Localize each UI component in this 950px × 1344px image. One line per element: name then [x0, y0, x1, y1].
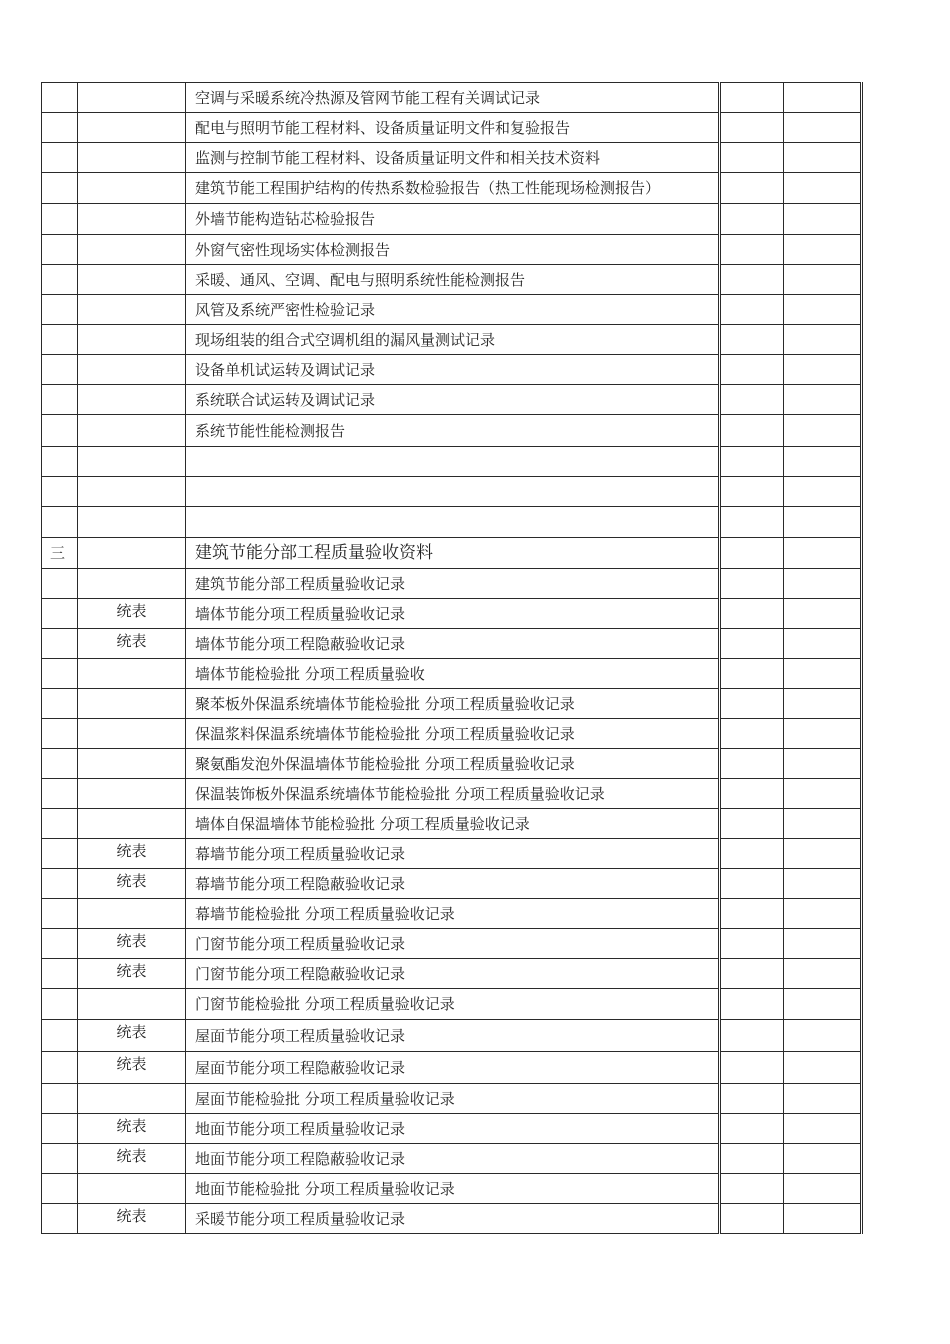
remark-cell	[784, 235, 862, 265]
page-count-cell	[720, 749, 784, 779]
form-code-cell: 统表	[78, 929, 186, 959]
remark-cell	[784, 659, 862, 689]
form-code-cell: 统表	[78, 959, 186, 989]
form-code-cell: 统表	[78, 1144, 186, 1174]
page-count-cell	[720, 629, 784, 659]
row-number-cell	[42, 355, 78, 385]
page-count-cell	[720, 869, 784, 899]
table-row	[42, 569, 862, 599]
row-number-cell	[42, 295, 78, 325]
item-name-cell: 门窗节能检验批 分项工程质量验收记录	[186, 989, 720, 1020]
item-name-cell: 门窗节能分项工程质量验收记录	[186, 929, 720, 959]
row-number-cell	[42, 839, 78, 869]
remark-cell	[784, 204, 862, 235]
row-number-cell	[42, 385, 78, 415]
page-count-cell	[720, 689, 784, 719]
table-row	[42, 959, 862, 989]
row-number-cell	[42, 599, 78, 629]
remark-cell	[784, 929, 862, 959]
table-body	[42, 83, 862, 1234]
table-row	[42, 839, 862, 869]
page-count-cell	[720, 1052, 784, 1084]
page-count-cell	[720, 325, 784, 355]
table-row	[42, 1114, 862, 1144]
item-name-cell: 墙体节能检验批 分项工程质量验收	[186, 659, 720, 689]
item-name-cell: 幕墙节能分项工程质量验收记录	[186, 839, 720, 869]
page-count-cell	[720, 204, 784, 235]
item-name-cell: 监测与控制节能工程材料、设备质量证明文件和相关技术资料	[186, 143, 720, 173]
remark-cell	[784, 538, 862, 569]
item-name-cell: 外墙节能构造钻芯检验报告	[186, 204, 720, 235]
table-row	[42, 204, 862, 235]
form-code-cell	[78, 447, 186, 477]
item-name-cell: 设备单机试运转及调试记录	[186, 355, 720, 385]
table-row	[42, 507, 862, 538]
form-code-cell	[78, 538, 186, 569]
remark-cell	[784, 325, 862, 355]
form-code-cell: 统表	[78, 1052, 186, 1084]
table-row	[42, 235, 862, 265]
table-row	[42, 779, 862, 809]
page-count-cell	[720, 538, 784, 569]
row-number-cell	[42, 959, 78, 989]
page-count-cell	[720, 355, 784, 385]
form-code-cell	[78, 415, 186, 447]
form-code-cell	[78, 659, 186, 689]
remark-cell	[784, 265, 862, 295]
item-name-cell	[186, 477, 720, 507]
remark-cell	[784, 113, 862, 143]
form-code-cell	[78, 809, 186, 839]
page-count-cell	[720, 415, 784, 447]
table-row	[42, 477, 862, 507]
table-row	[42, 989, 862, 1020]
table-row	[42, 325, 862, 355]
table-row	[42, 1144, 862, 1174]
row-number-cell	[42, 173, 78, 204]
item-name-cell: 风管及系统严密性检验记录	[186, 295, 720, 325]
item-name-cell: 地面节能分项工程隐蔽验收记录	[186, 1144, 720, 1174]
form-code-cell	[78, 173, 186, 204]
page-count-cell	[720, 173, 784, 204]
item-name-cell: 聚苯板外保温系统墙体节能检验批 分项工程质量验收记录	[186, 689, 720, 719]
form-code-cell	[78, 385, 186, 415]
form-code-cell	[78, 204, 186, 235]
row-number-cell	[42, 1084, 78, 1114]
item-name-cell: 空调与采暖系统冷热源及管网节能工程有关调试记录	[186, 83, 720, 113]
item-name-cell: 现场组装的组合式空调机组的漏风量测试记录	[186, 325, 720, 355]
form-code-cell	[78, 989, 186, 1020]
remark-cell	[784, 1052, 862, 1084]
row-number-cell	[42, 719, 78, 749]
form-code-cell	[78, 295, 186, 325]
row-number-cell	[42, 143, 78, 173]
item-name-cell: 采暖、通风、空调、配电与照明系统性能检测报告	[186, 265, 720, 295]
remark-cell	[784, 83, 862, 113]
remark-cell	[784, 1114, 862, 1144]
page-count-cell	[720, 83, 784, 113]
row-number-cell	[42, 1052, 78, 1084]
form-code-cell	[78, 143, 186, 173]
item-name-cell	[186, 507, 720, 538]
table-row	[42, 355, 862, 385]
form-code-cell	[78, 569, 186, 599]
table-row	[42, 83, 862, 113]
row-number-cell	[42, 869, 78, 899]
row-number-cell	[42, 749, 78, 779]
row-number-cell	[42, 447, 78, 477]
table-row	[42, 1020, 862, 1052]
remark-cell	[784, 959, 862, 989]
page-count-cell	[720, 235, 784, 265]
item-name-cell: 建筑节能分部工程质量验收记录	[186, 569, 720, 599]
page-count-cell	[720, 477, 784, 507]
page-count-cell	[720, 569, 784, 599]
item-name-cell: 墙体节能分项工程隐蔽验收记录	[186, 629, 720, 659]
table-row	[42, 599, 862, 629]
page-count-cell	[720, 265, 784, 295]
row-number-cell	[42, 507, 78, 538]
form-code-cell: 统表	[78, 1204, 186, 1234]
form-code-cell: 统表	[78, 599, 186, 629]
table-row	[42, 629, 862, 659]
page-count-cell	[720, 113, 784, 143]
table-row	[42, 113, 862, 143]
table-row	[42, 899, 862, 929]
form-code-cell	[78, 477, 186, 507]
page-count-cell	[720, 143, 784, 173]
form-code-cell: 统表	[78, 869, 186, 899]
item-name-cell	[186, 447, 720, 477]
remark-cell	[784, 415, 862, 447]
item-name-cell: 幕墙节能分项工程隐蔽验收记录	[186, 869, 720, 899]
item-name-cell: 幕墙节能检验批 分项工程质量验收记录	[186, 899, 720, 929]
row-number-cell	[42, 1204, 78, 1234]
row-number-cell	[42, 1174, 78, 1204]
page-count-cell	[720, 719, 784, 749]
page-count-cell	[720, 959, 784, 989]
row-number-cell	[42, 477, 78, 507]
item-name-cell: 聚氨酯发泡外保温墙体节能检验批 分项工程质量验收记录	[186, 749, 720, 779]
page-count-cell	[720, 385, 784, 415]
row-number-cell	[42, 989, 78, 1020]
row-number-cell	[42, 204, 78, 235]
row-number-cell	[42, 929, 78, 959]
row-number-cell	[42, 629, 78, 659]
table-row	[42, 659, 862, 689]
row-number-cell	[42, 659, 78, 689]
page-count-cell	[720, 1084, 784, 1114]
page-count-cell	[720, 1144, 784, 1174]
remark-cell	[784, 719, 862, 749]
remark-cell	[784, 1174, 862, 1204]
remark-cell	[784, 899, 862, 929]
form-code-cell	[78, 899, 186, 929]
table-row	[42, 295, 862, 325]
table-row	[42, 1174, 862, 1204]
row-number-cell	[42, 235, 78, 265]
table-row	[42, 385, 862, 415]
item-name-cell: 建筑节能分部工程质量验收资料	[186, 538, 720, 569]
row-number-cell	[42, 1020, 78, 1052]
table-row	[42, 1084, 862, 1114]
row-number-cell	[42, 569, 78, 599]
remark-cell	[784, 749, 862, 779]
table-row	[42, 689, 862, 719]
row-number-cell	[42, 415, 78, 447]
form-code-cell	[78, 779, 186, 809]
item-name-cell: 屋面节能检验批 分项工程质量验收记录	[186, 1084, 720, 1114]
document-table	[41, 82, 863, 1234]
remark-cell	[784, 1204, 862, 1234]
page-count-cell	[720, 1204, 784, 1234]
remark-cell	[784, 1020, 862, 1052]
page-count-cell	[720, 809, 784, 839]
item-name-cell: 门窗节能分项工程隐蔽验收记录	[186, 959, 720, 989]
item-name-cell: 地面节能分项工程质量验收记录	[186, 1114, 720, 1144]
row-number-cell: 三	[42, 538, 78, 569]
remark-cell	[784, 173, 862, 204]
table-row	[42, 929, 862, 959]
table-row	[42, 265, 862, 295]
page-count-cell	[720, 1114, 784, 1144]
item-name-cell: 墙体节能分项工程质量验收记录	[186, 599, 720, 629]
page-count-cell	[720, 1174, 784, 1204]
row-number-cell	[42, 899, 78, 929]
table-row	[42, 415, 862, 447]
page-count-cell	[720, 507, 784, 538]
item-name-cell: 系统节能性能检测报告	[186, 415, 720, 447]
remark-cell	[784, 143, 862, 173]
row-number-cell	[42, 689, 78, 719]
table-row	[42, 173, 862, 204]
item-name-cell: 外窗气密性现场实体检测报告	[186, 235, 720, 265]
remark-cell	[784, 1084, 862, 1114]
remark-cell	[784, 989, 862, 1020]
table-row	[42, 719, 862, 749]
remark-cell	[784, 385, 862, 415]
remark-cell	[784, 477, 862, 507]
table-row	[42, 1052, 862, 1084]
row-number-cell	[42, 779, 78, 809]
table-row	[42, 869, 862, 899]
page-count-cell	[720, 839, 784, 869]
table-row	[42, 809, 862, 839]
table-row	[42, 1204, 862, 1234]
remark-cell	[784, 839, 862, 869]
form-code-cell	[78, 689, 186, 719]
form-code-cell: 统表	[78, 839, 186, 869]
remark-cell	[784, 295, 862, 325]
item-name-cell: 屋面节能分项工程质量验收记录	[186, 1020, 720, 1052]
item-name-cell: 配电与照明节能工程材料、设备质量证明文件和复验报告	[186, 113, 720, 143]
item-name-cell: 保温浆料保温系统墙体节能检验批 分项工程质量验收记录	[186, 719, 720, 749]
remark-cell	[784, 629, 862, 659]
form-code-cell	[78, 265, 186, 295]
item-name-cell: 系统联合试运转及调试记录	[186, 385, 720, 415]
row-number-cell	[42, 1114, 78, 1144]
page-count-cell	[720, 447, 784, 477]
form-code-cell	[78, 235, 186, 265]
item-name-cell: 墙体自保温墙体节能检验批 分项工程质量验收记录	[186, 809, 720, 839]
form-code-cell: 统表	[78, 1114, 186, 1144]
section-header-row	[42, 538, 862, 569]
form-code-cell	[78, 113, 186, 143]
page-count-cell	[720, 779, 784, 809]
page-count-cell	[720, 1020, 784, 1052]
remark-cell	[784, 779, 862, 809]
remark-cell	[784, 869, 862, 899]
page-count-cell	[720, 295, 784, 325]
item-name-cell: 建筑节能工程围护结构的传热系数检验报告（热工性能现场检测报告）	[186, 173, 720, 204]
page-count-cell	[720, 659, 784, 689]
remark-cell	[784, 599, 862, 629]
form-code-cell: 统表	[78, 1020, 186, 1052]
remark-cell	[784, 507, 862, 538]
form-code-cell	[78, 1174, 186, 1204]
form-code-cell	[78, 83, 186, 113]
page-count-cell	[720, 599, 784, 629]
remark-cell	[784, 447, 862, 477]
form-code-cell	[78, 507, 186, 538]
row-number-cell	[42, 809, 78, 839]
form-code-cell: 统表	[78, 629, 186, 659]
page-count-cell	[720, 989, 784, 1020]
table-row	[42, 749, 862, 779]
row-number-cell	[42, 265, 78, 295]
page-count-cell	[720, 929, 784, 959]
item-name-cell: 采暖节能分项工程质量验收记录	[186, 1204, 720, 1234]
row-number-cell	[42, 113, 78, 143]
row-number-cell	[42, 325, 78, 355]
form-code-cell	[78, 1084, 186, 1114]
remark-cell	[784, 355, 862, 385]
remark-cell	[784, 689, 862, 719]
remark-cell	[784, 1144, 862, 1174]
form-code-cell	[78, 719, 186, 749]
table-row	[42, 447, 862, 477]
item-name-cell: 屋面节能分项工程隐蔽验收记录	[186, 1052, 720, 1084]
table-row	[42, 143, 862, 173]
form-code-cell	[78, 749, 186, 779]
item-name-cell: 保温装饰板外保温系统墙体节能检验批 分项工程质量验收记录	[186, 779, 720, 809]
row-number-cell	[42, 1144, 78, 1174]
form-code-cell	[78, 325, 186, 355]
row-number-cell	[42, 83, 78, 113]
item-name-cell: 地面节能检验批 分项工程质量验收记录	[186, 1174, 720, 1204]
remark-cell	[784, 569, 862, 599]
remark-cell	[784, 809, 862, 839]
form-code-cell	[78, 355, 186, 385]
page-count-cell	[720, 899, 784, 929]
